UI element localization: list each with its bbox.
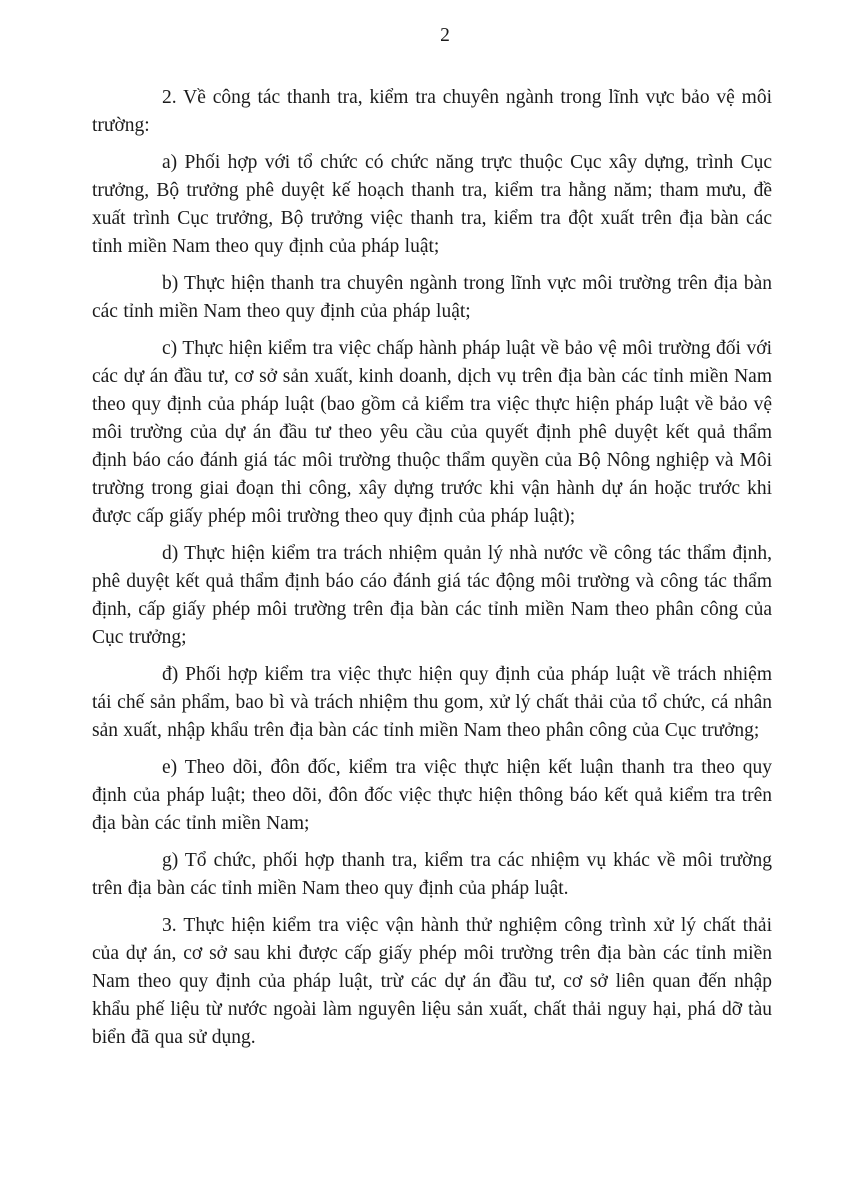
document-body	[92, 84, 772, 1052]
paragraph-item-d: d) Thực hiện kiểm tra trách nhiệm quản lý nhà nước về công tác thẩm định, phê duyệt kết quả thẩm định báo cáo đánh giá tác động môi trường và công tác thẩm định, cấp giấy phép môi trường trên địa bàn các tỉnh miền Nam theo phân công của Cục trưởng;	[92, 543, 772, 648]
paragraph-item-e: e) Theo dõi, đôn đốc, kiểm tra việc thực hiện kết luận thanh tra theo quy định của pháp luật; theo dõi, đôn đốc việc thực hiện thông báo kết quả kiểm tra trên địa bàn các tỉnh miền Nam;	[92, 757, 772, 834]
paragraph-section-3: 3. Thực hiện kiểm tra việc vận hành thử nghiệm công trình xử lý chất thải của dự án, cơ sở sau khi được cấp giấy phép môi trường trên địa bàn các tỉnh miền Nam theo quy định của pháp luật, trừ các dự án đầu tư, cơ sở liên quan đến nhập khẩu phế liệu từ nước ngoài làm nguyên liệu sản xuất, chất thải nguy hại, phá dỡ tàu biển đã qua sử dụng.	[92, 915, 772, 1048]
paragraph-item-g: g) Tổ chức, phối hợp thanh tra, kiểm tra các nhiệm vụ khác về môi trường trên địa bàn các tỉnh miền Nam theo quy định của pháp luật.	[92, 850, 772, 899]
paragraph-item-dd: đ) Phối hợp kiểm tra việc thực hiện quy định của pháp luật về trách nhiệm tái chế sản phẩm, bao bì và trách nhiệm thu gom, xử lý chất thải của tổ chức, cá nhân sản xuất, nhập khẩu trên địa bàn các tỉnh miền Nam theo phân công của Cục trưởng;	[92, 664, 772, 741]
paragraph-item-a: a) Phối hợp với tổ chức có chức năng trực thuộc Cục xây dựng, trình Cục trưởng, Bộ trưởng phê duyệt kế hoạch thanh tra, kiểm tra hằng năm; tham mưu, đề xuất trình Cục trưởng, Bộ trưởng việc thanh tra, kiểm tra đột xuất trên địa bàn các tỉnh miền Nam theo quy định của pháp luật;	[92, 152, 772, 257]
paragraph-item-b: b) Thực hiện thanh tra chuyên ngành trong lĩnh vực môi trường trên địa bàn các tỉnh miền Nam theo quy định của pháp luật;	[92, 273, 772, 322]
paragraph-section-2-heading: 2. Về công tác thanh tra, kiểm tra chuyên ngành trong lĩnh vực bảo vệ môi trường:	[92, 87, 772, 136]
paragraph-item-c: c) Thực hiện kiểm tra việc chấp hành pháp luật về bảo vệ môi trường đối với các dự án đầu tư, cơ sở sản xuất, kinh doanh, dịch vụ trên địa bàn các tỉnh miền Nam theo quy định của pháp luật (bao gồm cả kiểm tra việc thực hiện pháp luật về bảo vệ môi trường của dự án đầu tư theo yêu cầu của quyết định phê duyệt kết quả thẩm định báo cáo đánh giá tác môi trường thuộc thẩm quyền của Bộ Nông nghiệp và Môi trường trong giai đoạn thi công, xây dựng trước khi vận hành dự án hoặc trước khi được cấp giấy phép môi trường theo quy định của pháp luật);	[92, 338, 772, 527]
page-number: 2	[440, 25, 450, 46]
